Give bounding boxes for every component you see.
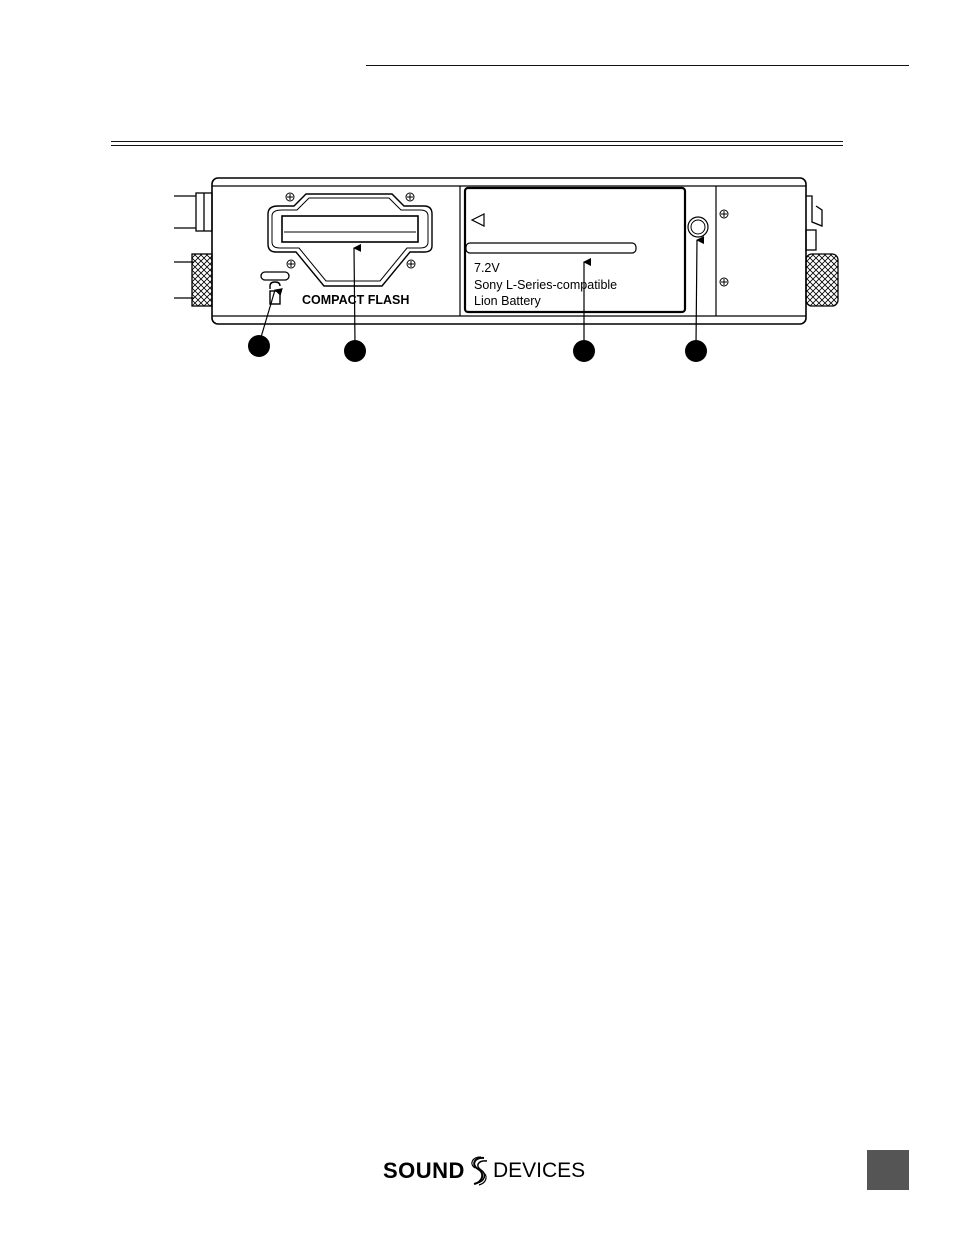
right-connectors: [806, 196, 838, 306]
battery-voltage-label: 7.2V: [474, 261, 500, 275]
callout-markers: [248, 335, 707, 362]
callout-4: [685, 340, 707, 362]
logo-s-mark-icon: [466, 1155, 492, 1187]
cf-indicator-led: [261, 272, 289, 280]
page-number-box: [867, 1150, 909, 1190]
callout-3: [573, 340, 595, 362]
logo-word-sound: SOUND: [383, 1158, 465, 1183]
screws: [286, 193, 728, 286]
compact-flash-label: COMPACT FLASH: [302, 293, 410, 307]
callout-1: [248, 335, 270, 357]
logo-word-devices: DEVICES: [492, 1159, 586, 1182]
callout-2: [344, 340, 366, 362]
battery-chemistry-label: Lion Battery: [474, 294, 541, 308]
callout-leaders: [259, 240, 697, 344]
battery-type-label: Sony L-Series-compatible: [474, 278, 618, 292]
compact-flash-slot: [268, 194, 432, 286]
sound-devices-logo: [383, 1155, 585, 1187]
left-connectors: [174, 193, 212, 306]
battery-release-button: [688, 217, 708, 237]
